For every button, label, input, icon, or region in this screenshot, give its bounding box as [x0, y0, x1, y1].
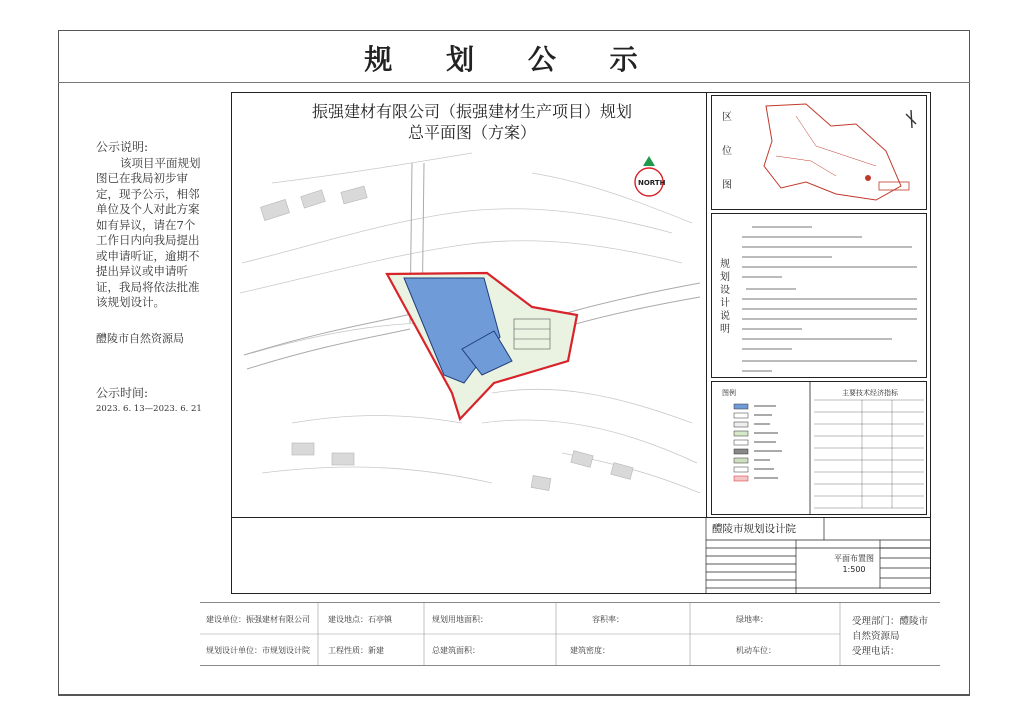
location-map-label-2: 位 — [722, 146, 732, 157]
info-floor-area: 总建筑面积： — [432, 646, 480, 655]
location-map-drawing — [736, 96, 926, 206]
notice-heading: 公示说明: — [96, 140, 149, 154]
notice-column — [96, 140, 204, 417]
period-heading: 公示时间: — [96, 386, 149, 400]
design-notes-box — [711, 213, 927, 378]
info-location: 建设地点：石亭镇 — [328, 615, 392, 624]
drawing-scale: 1:500 — [842, 565, 866, 574]
project-info-strip — [200, 602, 940, 666]
drawing-title-line2: 总平面图（方案） — [407, 123, 536, 142]
site-plan-drawing — [232, 93, 706, 517]
contact-phone-label: 受理电话： — [852, 646, 900, 657]
north-label: NORTH — [638, 179, 666, 187]
bottom-divider — [58, 694, 969, 695]
contact-dept: 受理部门：醴陵市 — [852, 616, 929, 627]
compass-icon — [906, 110, 916, 128]
design-institute-name: 醴陵市规划设计院 — [712, 523, 796, 535]
design-notes-label: 规划设计说明 — [720, 259, 730, 335]
plan-sheet — [231, 92, 931, 594]
drawing-title — [272, 101, 672, 143]
period-value: 2023. 6. 13—2023. 6. 21 — [96, 403, 202, 414]
info-site-area: 规划用地面积： — [432, 615, 488, 624]
info-green-ratio: 绿地率： — [736, 615, 768, 624]
info-project-type: 工程性质：新建 — [328, 646, 384, 655]
page-title: 规 划 公 示 — [364, 43, 660, 76]
north-arrow-icon — [643, 156, 655, 166]
info-designer: 规划设计单位：市规划设计院 — [206, 646, 310, 655]
location-map-label-3: 图 — [722, 180, 732, 191]
indicator-table-title: 主要技术经济指标 — [842, 389, 898, 397]
location-map-box — [711, 95, 927, 210]
legend-title: 图例 — [722, 389, 736, 397]
notice-issuer: 醴陵市自然资源局 — [96, 331, 184, 345]
notice-body: 该项目平面规划图已在我局初步审定，现予公示，相邻单位及个人对此方案如有异议，请在7个工作日内向我局提出或申请听证，逾期不提出异议或申请听证，我局将依法批准该规划设计。 — [96, 155, 201, 309]
legend-box — [711, 381, 927, 515]
info-plot-ratio: 容积率： — [592, 615, 624, 624]
drawing-name: 平面布置图 — [834, 554, 874, 563]
info-parking: 机动车位： — [736, 646, 776, 655]
side-panel — [708, 93, 930, 517]
contact-dept-2: 自然资源局 — [852, 631, 900, 642]
info-owner: 建设单位：振强建材有限公司 — [206, 615, 310, 624]
title-divider — [58, 82, 970, 83]
info-building-density: 建筑密度： — [570, 646, 610, 655]
drawing-name-block — [814, 553, 894, 575]
contact-block — [852, 614, 928, 659]
north-arrow — [635, 156, 666, 196]
site-plan-map — [232, 93, 707, 517]
drawing-title-line1: 振强建材有限公司（振强建材生产项目）规划 — [311, 102, 632, 121]
legend-drawing — [712, 382, 926, 514]
location-map-label-1: 区 — [722, 112, 732, 123]
